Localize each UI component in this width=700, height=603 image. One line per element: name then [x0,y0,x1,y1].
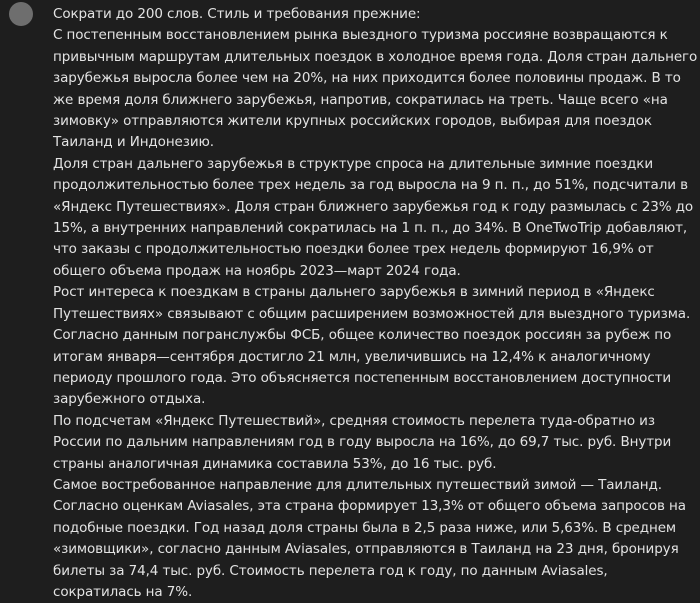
user-avatar-icon [9,2,33,26]
message-paragraph: По подсчетам «Яндекс Путешествий», средняя стоимость перелета туда-обратно из России по дальним направлениям год в году выросла на 16%, до 69,7 тыс. руб. Внутри страны аналогичная динамика составила 53%, до 16 тыс. руб. [53,412,672,472]
message-paragraph: Рост интереса к поездкам в страны дальнего зарубежья в зимний период в «Яндекс Путешествиях» связывают с общим расширением возможностей для выездного туризма. Согласно данным погранслужбы ФСБ, общее количество поездок россиян за рубеж по итогам января—сентября достигло 21 млн, увеличившись на 12,4% к аналогичному периоду прошлого года. Это объясняется постепенным восстановлением доступности зарубежного отдыха. [53,284,691,408]
message-paragraph: Самое востребованное направление для длительных путешествий зимой — Таиланд. Согласно оценкам Aviasales, эта страна формирует 13,3% от общего объема запросов на подобные поездки. Год назад доля страны была в 2,5 раза ниже, или 5,63%. В среднем «зимовщики», согласно данным Aviasales, отправляются в Таиланд на 23 дня, бронируя билеты за 74,4 тыс. руб. Стоимость перелета год к году, по данным Aviasales, сократилась на 7%. [53,476,686,600]
message-instruction: Сократи до 200 слов. Стиль и требования прежние: [53,6,421,22]
user-message-text [53,4,698,603]
message-paragraph: С постепенным восстановлением рынка выездного туризма россияне возвращаются к привычным маршрутам длительных поездок в холодное время года. Доля стран дальнего зарубежья выросла более чем на 20%, на них приходится более половины продаж. В то же время доля ближнего зарубежья, напротив, сократилась на треть. Чаще всего «на зимовку» отправляются жители крупных российских городов, выбирая для поездок Таиланд и Индонезию. [53,27,698,151]
message-paragraph: Доля стран дальнего зарубежья в структуре спроса на длительные зимние поездки продолжительностью более трех недель за год выросла на 9 п. п., до 51%, подсчитали в «Яндекс Путешествиях». Доля стран ближнего зарубежья год к году размылась с 23% до 15%, а внутренних направлений сократилась на 1 п. п., до 34%. В OneTwoTrip добавляют, что заказы с продолжительностью поездки более трех недель формируют 16,9% от общего объема продаж на ноябрь 2023—март 2024 года. [53,155,694,279]
